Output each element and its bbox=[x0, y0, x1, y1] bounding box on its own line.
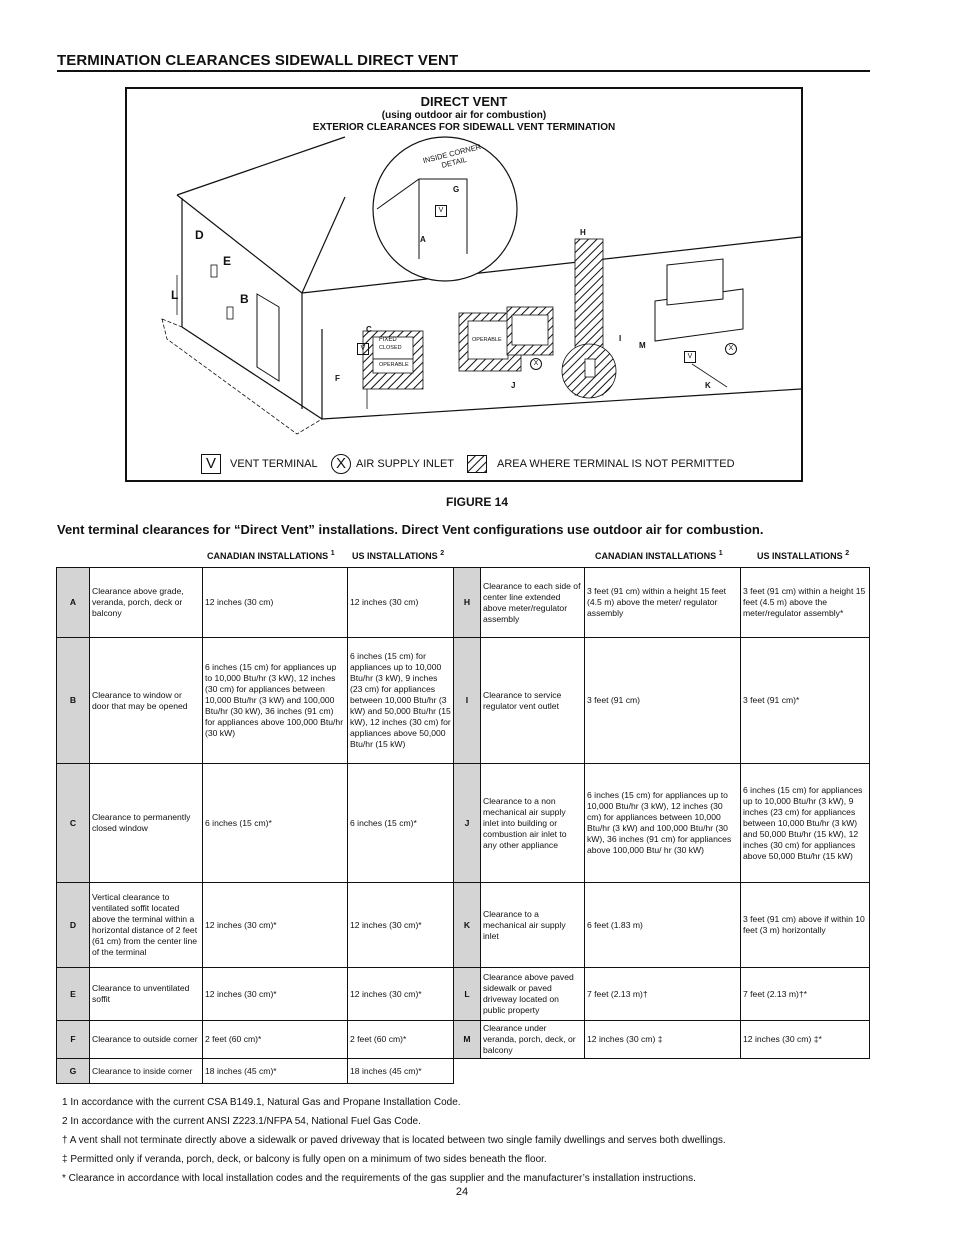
hatched-area-legend-icon bbox=[467, 455, 487, 473]
row-letter: F bbox=[57, 1021, 90, 1059]
row-canadian: 6 inches (15 cm)* bbox=[203, 764, 348, 883]
row-desc: Clearance to inside corner bbox=[90, 1059, 203, 1084]
row-desc: Clearance to a non mechanical air supply inlet into building or combustion air inlet to any other appliance bbox=[481, 764, 585, 883]
row-desc: Clearance to a mechanical air supply inlet bbox=[481, 883, 585, 968]
legend-vent-terminal: VENT TERMINAL bbox=[230, 458, 318, 470]
row-us: 18 inches (45 cm)* bbox=[348, 1059, 454, 1084]
dim-label-b: B bbox=[240, 292, 249, 306]
legend-not-permitted: AREA WHERE TERMINAL IS NOT PERMITTED bbox=[497, 458, 735, 470]
dim-label-d: D bbox=[195, 228, 204, 242]
row-desc: Clearance under veranda, porch, deck, or balcony bbox=[481, 1021, 585, 1059]
air-supply-inlet-icon: X bbox=[530, 358, 542, 370]
row-desc: Clearance above paved sidewalk or paved driveway located on public property bbox=[481, 968, 585, 1021]
dim-label-c: C bbox=[366, 325, 372, 334]
footnote: 2 In accordance with the current ANSI Z223.1/NFPA 54, National Fuel Gas Code. bbox=[62, 1116, 421, 1127]
row-desc: Clearance to window or door that may be opened bbox=[90, 638, 203, 764]
dim-label-j: J bbox=[511, 381, 516, 390]
table-row bbox=[57, 764, 870, 883]
row-canadian: 3 feet (91 cm) bbox=[585, 638, 741, 764]
row-letter: E bbox=[57, 968, 90, 1021]
row-letter: L bbox=[454, 968, 481, 1021]
row-canadian: 12 inches (30 cm) bbox=[203, 568, 348, 638]
figure-subheading-2: EXTERIOR CLEARANCES FOR SIDEWALL VENT TERMINATION bbox=[312, 122, 616, 133]
dim-label-l: L bbox=[171, 288, 179, 302]
dim-label-m: M bbox=[639, 341, 646, 350]
air-supply-inlet-icon: X bbox=[725, 343, 737, 355]
row-canadian: 6 inches (15 cm) for appliances up to 10,000 Btu/hr (3 kW), 12 inches (30 cm) for appliances between 10,000 Btu/hr (3 kW) and 100,000 Btu/hr (30 kW), 36 inches (91 cm) for appliances above 100,000 Btu/hr (30 kW) bbox=[203, 638, 348, 764]
dim-label-h: H bbox=[580, 228, 586, 237]
footnote: ‡ Permitted only if veranda, porch, deck, or balcony is fully open on a minimum of two sides beneath the floor. bbox=[62, 1154, 547, 1165]
row-letter: B bbox=[57, 638, 90, 764]
row-canadian: 3 feet (91 cm) within a height 15 feet (4.5 m) above the meter/ regulator assembly bbox=[585, 568, 741, 638]
dim-label-f: F bbox=[335, 374, 340, 383]
row-letter: J bbox=[454, 764, 481, 883]
row-canadian: 7 feet (2.13 m)† bbox=[585, 968, 741, 1021]
table-row bbox=[57, 883, 870, 968]
col-header-canadian-left: CANADIAN INSTALLATIONS $^1$ bbox=[207, 550, 335, 561]
row-desc: Clearance to service regulator vent outlet bbox=[481, 638, 585, 764]
row-canadian: 12 inches (30 cm) ‡ bbox=[585, 1021, 741, 1059]
row-desc: Vertical clearance to ventilated soffit located above the terminal within a horizontal distance of 2 feet (61 cm) from the center line of the terminal bbox=[90, 883, 203, 968]
vent-terminal-icon: V bbox=[435, 205, 447, 217]
row-letter: K bbox=[454, 883, 481, 968]
clearance-table bbox=[56, 567, 870, 1084]
dim-label-e: E bbox=[223, 254, 232, 268]
dim-label-k: K bbox=[705, 381, 711, 390]
row-us: 6 inches (15 cm) for appliances up to 10,000 Btu/hr (3 kW), 9 inches (23 cm) for appliances between 10,000 Btu/hr (3 kW) and 50,000 Btu/hr (15 kW), 12 inches (30 cm) for appliances above 50,000 Btu/hr (15 kW) bbox=[348, 638, 454, 764]
row-us: 6 inches (15 cm) for appliances up to 10,000 Btu/hr (3 kW), 9 inches (23 cm) for appliances between 10,000 Btu/hr (3 kW) and 50,000 Btu/hr (15 kW), 12 inches (30 cm) for appliances above 50,000 Btu/hr (15 kW) bbox=[741, 764, 870, 883]
row-us: 6 inches (15 cm)* bbox=[348, 764, 454, 883]
figure-subheading: (using outdoor air for combustion) bbox=[381, 110, 547, 121]
dim-label-a: A bbox=[420, 235, 426, 244]
window-label-operable: OPERABLE bbox=[379, 362, 409, 368]
row-canadian: 18 inches (45 cm)* bbox=[203, 1059, 348, 1084]
vent-terminal-legend-icon: V bbox=[201, 454, 221, 474]
row-letter: A bbox=[57, 568, 90, 638]
row-letter: I bbox=[454, 638, 481, 764]
row-desc: Clearance to each side of center line extended above meter/regulator assembly bbox=[481, 568, 585, 638]
direct-vent-figure bbox=[125, 87, 803, 482]
row-desc: Clearance to unventilated soffit bbox=[90, 968, 203, 1021]
window-label-fixed: FIXED bbox=[379, 337, 397, 343]
row-us: 3 feet (91 cm)* bbox=[741, 638, 870, 764]
row-desc: Clearance to permanently closed window bbox=[90, 764, 203, 883]
row-canadian: 6 feet (1.83 m) bbox=[585, 883, 741, 968]
table-row bbox=[57, 968, 870, 1021]
dim-label-g: G bbox=[453, 185, 460, 194]
window-label-closed: CLOSED bbox=[379, 345, 402, 351]
col-header-canadian-right: CANADIAN INSTALLATIONS $^1$ bbox=[595, 550, 723, 561]
vent-terminal-icon: V bbox=[684, 351, 696, 363]
row-us: 12 inches (30 cm)* bbox=[348, 883, 454, 968]
footnote: 1 In accordance with the current CSA B149.1, Natural Gas and Propane Installation Code. bbox=[62, 1097, 461, 1108]
col-header-us-right: US INSTALLATIONS $^2$ bbox=[757, 550, 850, 561]
page-title: TERMINATION CLEARANCES SIDEWALL DIRECT VENT bbox=[57, 52, 459, 69]
row-canadian: 6 inches (15 cm) for appliances up to 10,000 Btu/hr (3 kW), 12 inches (30 cm) for appliances between 10,000 Btu/hr (3 kW) and 100,000 Btu/hr (30 kW), 36 inches (91 cm) for appliances above 100,000 Btu/ hr (30 kW) bbox=[585, 764, 741, 883]
row-letter: D bbox=[57, 883, 90, 968]
col-header-us-left: US INSTALLATIONS $^2$ bbox=[352, 550, 445, 561]
table-row bbox=[57, 1021, 870, 1059]
inside-corner-detail-label: INSIDE CORNER DETAIL bbox=[421, 142, 482, 170]
window-label-operable-2: OPERABLE bbox=[472, 337, 502, 343]
row-us: 12 inches (30 cm)* bbox=[348, 968, 454, 1021]
page-number: 24 bbox=[455, 1186, 469, 1198]
row-us: 12 inches (30 cm) bbox=[348, 568, 454, 638]
table-row bbox=[57, 638, 870, 764]
row-letter: H bbox=[454, 568, 481, 638]
legend-air-supply-inlet: AIR SUPPLY INLET bbox=[356, 458, 455, 470]
air-supply-inlet-legend-icon: X bbox=[331, 454, 351, 474]
footnotes bbox=[62, 1093, 726, 1188]
footnote: † A vent shall not terminate directly above a sidewalk or paved driveway that is located between two single family dwellings and serves both dwellings. bbox=[62, 1135, 726, 1146]
row-desc: Clearance above grade, veranda, porch, deck or balcony bbox=[90, 568, 203, 638]
row-canadian: 12 inches (30 cm)* bbox=[203, 883, 348, 968]
row-canadian: 2 feet (60 cm)* bbox=[203, 1021, 348, 1059]
row-us: 7 feet (2.13 m)†* bbox=[741, 968, 870, 1021]
row-us: 3 feet (91 cm) above if within 10 feet (3 m) horizontally bbox=[741, 883, 870, 968]
footnote: * Clearance in accordance with local installation codes and the requirements of the gas supplier and the manufacturer’s installation instructions. bbox=[62, 1173, 696, 1184]
row-canadian: 12 inches (30 cm)* bbox=[203, 968, 348, 1021]
row-letter: M bbox=[454, 1021, 481, 1059]
row-us: 12 inches (30 cm) ‡* bbox=[741, 1021, 870, 1059]
figure-heading: DIRECT VENT bbox=[420, 94, 508, 109]
table-subtitle: Vent terminal clearances for “Direct Vent” installations. Direct Vent configurations use outdoor air for combustion. bbox=[57, 522, 764, 537]
row-letter: G bbox=[57, 1059, 90, 1084]
table-row bbox=[57, 568, 870, 638]
row-us: 2 feet (60 cm)* bbox=[348, 1021, 454, 1059]
vent-terminal-icon: V bbox=[357, 343, 369, 355]
row-desc: Clearance to outside corner bbox=[90, 1021, 203, 1059]
dim-label-i: I bbox=[619, 334, 622, 343]
row-letter: C bbox=[57, 764, 90, 883]
row-us: 3 feet (91 cm) within a height 15 feet (4.5 m) above the meter/regulator assembly* bbox=[741, 568, 870, 638]
empty-cell bbox=[454, 1059, 870, 1084]
figure-caption: FIGURE 14 bbox=[445, 495, 508, 509]
title-rule bbox=[57, 70, 870, 72]
table-row bbox=[57, 1059, 870, 1084]
